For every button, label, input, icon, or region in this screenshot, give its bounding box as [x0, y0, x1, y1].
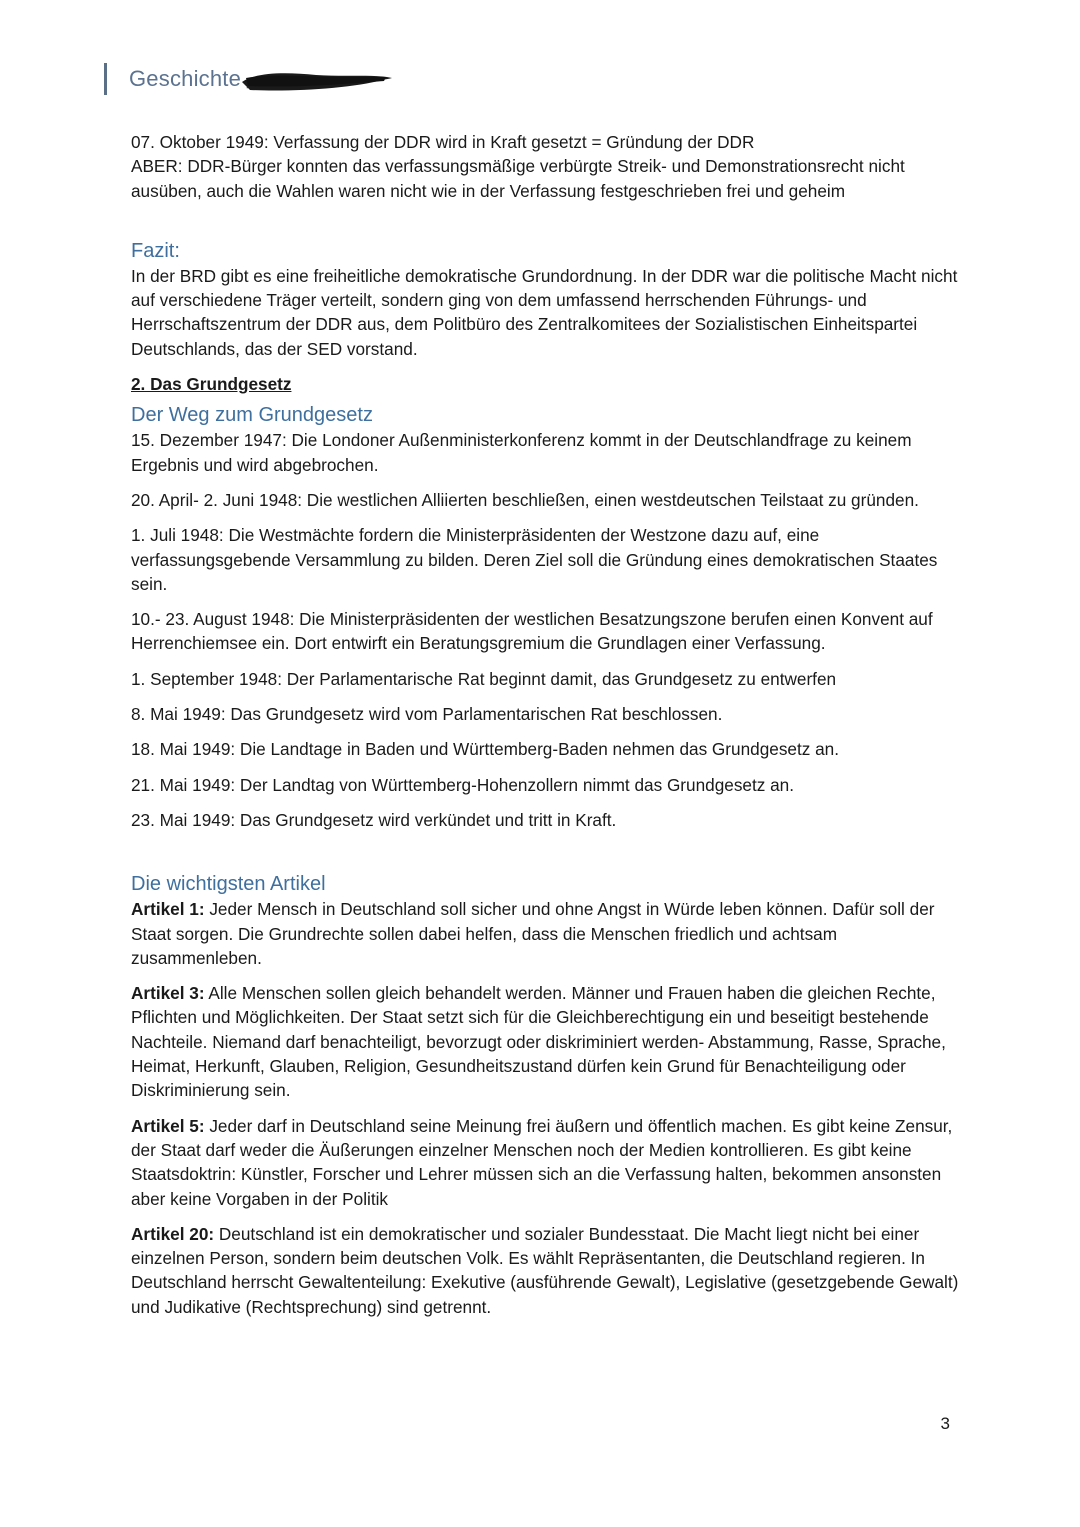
intro-block — [131, 130, 961, 203]
header-accent-bar — [104, 63, 107, 95]
fazit-text: In der BRD gibt es eine freiheitliche demokratische Grundordnung. In der DDR war die politische Macht nicht auf verschiedene Träger verteilt, sondern ging von dem umfassend herrschenden Führungs- und Herrschaftszentrum der DDR aus, dem Politbüro des Zentralkomitees der Sozialistischen Einheitspartei Deutschlands, das der SED vorstand. — [131, 265, 958, 359]
page-header — [104, 62, 241, 96]
artikel-label: Artikel 5: — [131, 1115, 205, 1136]
artikel-item — [131, 1222, 961, 1319]
event-item: 21. Mai 1949: Der Landtag von Württemberg-Hohenzollern nimmt das Grundgesetz an. — [131, 774, 795, 795]
event-item: 15. Dezember 1947: Die Londoner Außenministerkonferenz kommt in der Deutschlandfrage zu keinem Ergebnis und wird abgebrochen. — [131, 430, 912, 475]
artikel-text: Jeder Mensch in Deutschland soll sicher und ohne Angst in Würde leben können. Dafür soll der Staat sorgen. Die Grundrechte sollen dabei helfen, dass die Menschen friedlich und achtsam zusammenleben. — [131, 899, 935, 968]
event-item: 10.- 23. August 1948: Die Ministerpräsidenten der westlichen Besatzungszone berufen einen Konvent auf Herrenchiemsee ein. Dort entwirft ein Beratungsgremium die Grundlagen einer Verfassung. — [131, 609, 933, 654]
event-item: 23. Mai 1949: Das Grundgesetz wird verkündet und tritt in Kraft. — [131, 809, 617, 830]
artikel-item — [131, 981, 961, 1102]
section-title-grundgesetz: 2. Das Grundgesetz — [131, 374, 292, 395]
redaction-scribble — [236, 66, 396, 96]
intro-line-2: ABER: DDR-Bürger konnten das verfassungsmäßige verbürgte Streik- und Demonstrationsrecht nicht ausüben, auch die Wahlen waren nicht wie in der Verfassung festgeschrieben frei und geheim — [131, 156, 905, 201]
artikel-text: Jeder darf in Deutschland seine Meinung frei äußern und öffentlich machen. Es gibt keine Zensur, der Staat darf weder die Äußerungen einzelner Menschen noch der Medien kontrollieren. Es gibt keine Staatsdoktrin: Künstler, Forscher und Lehrer müssen sich an die Verfassung halten, bekommen ansonsten aber keine Vorgaben in der Politik — [131, 1115, 953, 1209]
artikel-item — [131, 1114, 961, 1211]
event-item: 8. Mai 1949: Das Grundgesetz wird vom Parlamentarischen Rat beschlossen. — [131, 704, 723, 725]
weg-heading: Der Weg zum Grundgesetz — [131, 404, 373, 427]
header-title: Geschichte — [129, 66, 242, 91]
event-item: 1. September 1948: Der Parlamentarische Rat beginnt damit, das Grundgesetz zu entwerfen — [131, 668, 837, 689]
page-number: 3 — [940, 1414, 950, 1433]
event-item: 20. April- 2. Juni 1948: Die westlichen Alliierten beschließen, einen westdeutschen Teilstaat zu gründen. — [131, 489, 919, 510]
fazit-heading: Fazit: — [131, 239, 180, 262]
event-item: 18. Mai 1949: Die Landtage in Baden und Württemberg-Baden nehmen das Grundgesetz an. — [131, 739, 840, 760]
artikel-heading: Die wichtigsten Artikel — [131, 873, 326, 896]
intro-line-1: 07. Oktober 1949: Verfassung der DDR wird in Kraft gesetzt = Gründung der DDR — [131, 132, 755, 152]
artikel-label: Artikel 3: — [131, 983, 205, 1004]
artikel-label: Artikel 20: — [131, 1223, 215, 1244]
artikel-label: Artikel 1: — [131, 899, 205, 920]
artikel-text: Deutschland ist ein demokratischer und sozialer Bundesstaat. Die Macht liegt nicht bei einer einzelnen Person, sondern beim deutschen Volk. Es wählt Repräsentanten, die Deutschland regieren. In Deutschland herrscht Gewaltenteilung: Exekutive (ausführende Gewalt), Legislative (gesetzgebende Gewalt) und Judikative (Rechtsprechung) sind getrennt. — [131, 1223, 959, 1317]
artikel-text: Alle Menschen sollen gleich behandelt werden. Männer und Frauen haben die gleichen Rechte, Pflichten und Möglichkeiten. Der Staat setzt sich für die Gleichberechtigung ein und beseitigt bestehende Nachteile. Niemand darf benachteiligt, bevorzugt oder diskriminiert werden- Abstammung, Rasse, Sprache, Heimat, Herkunft, Glauben, Religion, Gesundheitszustand dürfen kein Grund für Benachteiligung oder Diskriminierung sein. — [131, 983, 946, 1101]
content-body — [131, 130, 961, 1330]
artikel-item — [131, 897, 961, 970]
event-item: 1. Juli 1948: Die Westmächte fordern die Ministerpräsidenten der Westzone dazu auf, eine verfassungsgebende Versammlung zu bilden. Deren Ziel soll die Gründung eines demokratischen Staates sein. — [131, 525, 938, 594]
